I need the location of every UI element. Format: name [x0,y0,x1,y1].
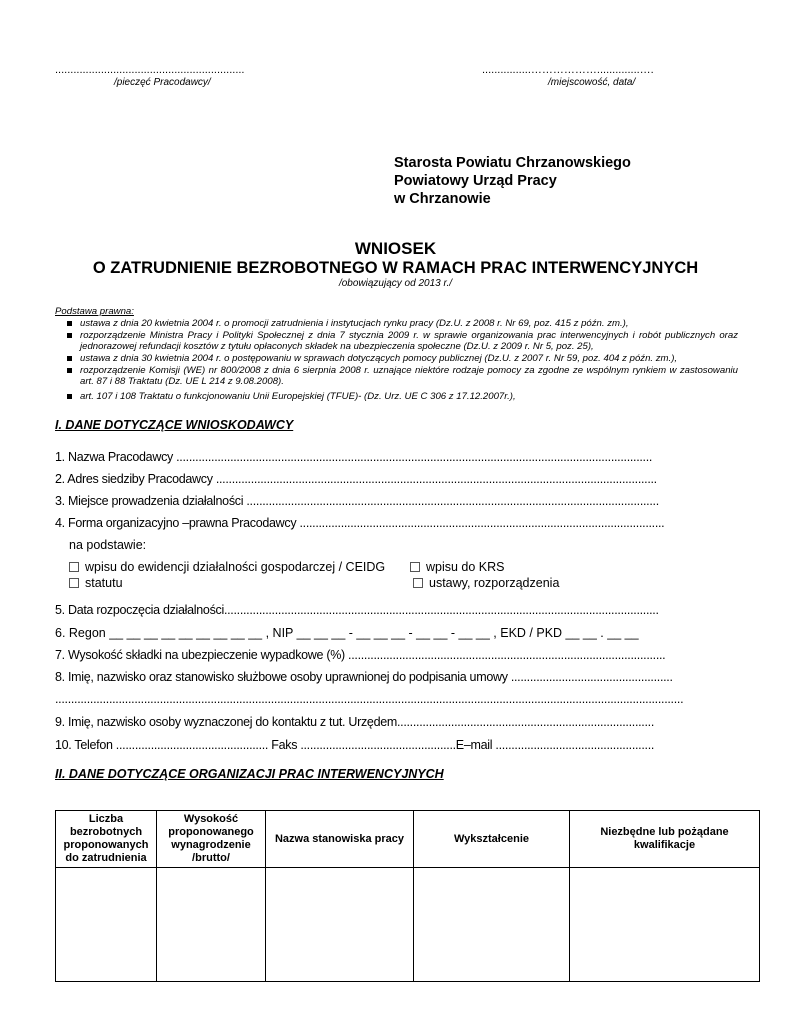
table-row[interactable] [56,868,760,982]
bullet-icon [67,333,72,338]
col-header-count: Liczba bezrobotnych proponowanych do zatrudnienia [56,811,157,868]
employer-address-field[interactable]: 2. Adres siedziby Pracodawcy ........................................................................................................................................... [55,472,657,486]
form-subtitle: /obowiązujący od 2013 r./ [338,278,453,289]
checkbox-icon[interactable] [410,562,420,572]
bullet-icon [67,321,72,326]
form-title-line2: O ZATRUDNIENIE BEZROBOTNEGO W RAMACH PRAC INTERWENCYJNYCH [92,259,699,277]
checkbox-icon[interactable] [69,562,79,572]
place-date-caption: /miejscowość, data/ [548,77,636,88]
bullet-icon [67,368,72,373]
option-statut[interactable]: statutu [69,576,123,590]
legal-item: rozporządzenie Ministra Pracy i Polityki Społecznej z dnia 7 stycznia 2009 r. w sprawie organizowania prac interwencyjnych i robót publicznych oraz jednorazowej refundacji kosztów z tytułu opłaconych składek na ubezpieczenia społeczne (Dz.U. z 2009 r. Nr 5, poz. 25), [80,330,738,352]
checkbox-icon[interactable] [69,578,79,588]
col-header-position: Nazwa stanowiska pracy [266,811,414,868]
col-header-education: Wykształcenie [414,811,570,868]
bullet-icon [67,394,72,399]
basis-label: na podstawie: [69,538,147,552]
stamp-caption: /pieczęć Pracodawcy/ [114,77,211,88]
checkbox-icon[interactable] [413,578,423,588]
positions-table [55,810,760,982]
table-header-row [56,811,760,868]
legal-basis-heading: Podstawa prawna: [55,306,134,317]
section2-heading: II. DANE DOTYCZĄCE ORGANIZACJI PRAC INTERWENCYJNYCH [55,767,444,781]
cell-count[interactable] [56,868,157,982]
section1-heading: I. DANE DOTYCZĄCE WNIOSKODAWCY [55,418,294,432]
place-date-line: ................………………..............…. [482,64,654,76]
accident-insurance-field[interactable]: 7. Wysokość składki na ubezpieczenie wypadkowe (%) .................................................................................................... [55,648,666,662]
addressee-line3: w Chrzanowie [394,191,491,207]
col-header-qualifications: Niezbędne lub pożądane kwalifikacje [570,811,760,868]
start-date-field[interactable]: 5. Data rozpoczęcia działalności......................................................................................................................................... [55,603,659,617]
stamp-line: .............................................................. [55,64,245,76]
legal-item: rozporządzenie Komisji (WE) nr 800/2008 z dnia 6 sierpnia 2008 r. uznające niektóre rodzaje pomocy za zgodne ze wspólnym rynkiem w zastosowaniu art. 87 i 88 Traktatu (Dz. UE L 214 z 9.08.2008). [80,365,738,387]
employer-name-field[interactable]: 1. Nazwa Pracodawcy ...................................................................................................................................................... [55,450,653,464]
cell-education[interactable] [414,868,570,982]
option-ustawy[interactable]: ustawy, rozporządzenia [413,576,559,590]
option-ceidg[interactable]: wpisu do ewidencji działalności gospodarczej / CEIDG [69,560,385,574]
cell-qualifications[interactable] [570,868,760,982]
business-location-field[interactable]: 3. Miejsce prowadzenia działalności .................................................................................................................................. [55,494,659,508]
contact-details-field[interactable]: 10. Telefon ................................................ Faks .................................................E–mail .................................................. [55,738,655,752]
authorized-person-field-cont[interactable]: ...................................................................................................................................................................................................... [55,692,684,706]
authorized-person-field[interactable]: 8. Imię, nazwisko oraz stanowisko służbowe osoby uprawnionej do podpisania umowy ................................................... [55,670,673,684]
addressee-line1: Starosta Powiatu Chrzanowskiego [394,155,631,171]
bullet-icon [67,356,72,361]
cell-salary[interactable] [157,868,266,982]
form-title: WNIOSEK [354,239,437,258]
cell-position[interactable] [266,868,414,982]
contact-person-field[interactable]: 9. Imię, nazwisko osoby wyznaczonej do kontaktu z tut. Urzędem................................................................................. [55,715,654,729]
legal-item: ustawa z dnia 20 kwietnia 2004 r. o promocji zatrudnienia i instytucjach rynku pracy (Dz.U. z 2008 r. Nr 69, poz. 415 z późn. zm.), [80,318,738,329]
legal-item: ustawa z dnia 30 kwietnia 2004 r. o postępowaniu w sprawach dotyczących pomocy publicznej (Dz.U. z 2007 r. Nr 59, poz. 404 z późn. zm.), [80,353,738,364]
regon-nip-pkd-field[interactable]: 6. Regon __ __ __ __ __ __ __ __ __ , NIP __ __ __ - __ __ __ - __ __ - __ __ , EKD / PKD __ __ . __ __ [55,626,639,640]
col-header-salary: Wysokość proponowanego wynagrodzenie /brutto/ [157,811,266,868]
addressee-line2: Powiatowy Urząd Pracy [394,173,557,189]
legal-form-field[interactable]: 4. Forma organizacyjno –prawna Pracodawcy ................................................................................................................... [55,516,665,530]
legal-item: art. 107 i 108 Traktatu o funkcjonowaniu Unii Europejskiej (TFUE)- (Dz. Urz. UE C 306 z 17.12.2007r.), [80,391,738,402]
option-krs[interactable]: wpisu do KRS [410,560,505,574]
